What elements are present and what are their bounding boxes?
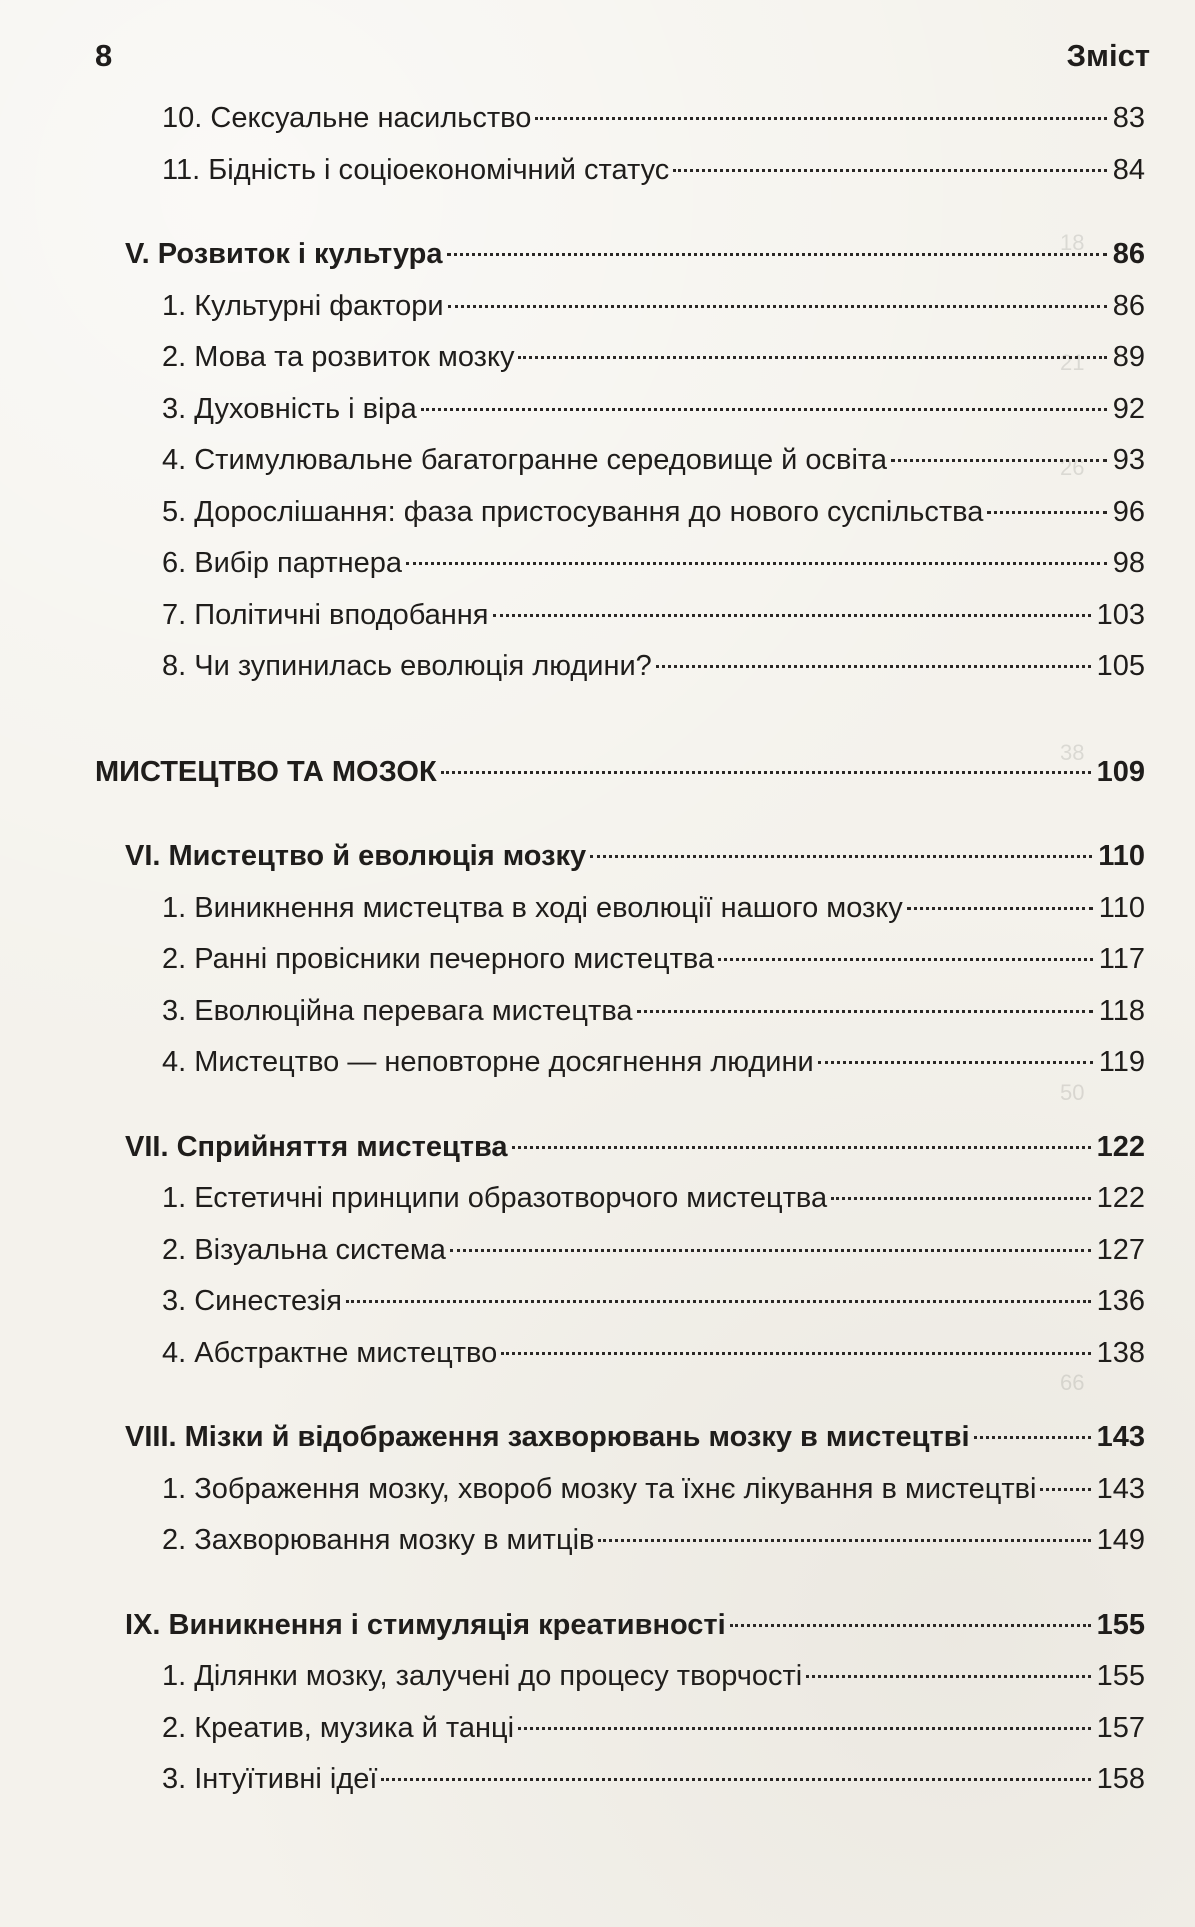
- toc-entry-page: 110: [1098, 840, 1145, 872]
- toc-section-entry: [95, 496, 1145, 548]
- toc-entry-title: 7. Політичні вподобання: [162, 598, 489, 631]
- toc-entry-page: 157: [1096, 1711, 1145, 1744]
- toc-entry-title: 3. Інтуїтивні ідеї: [162, 1763, 378, 1795]
- toc-entry-page: 83: [1112, 102, 1145, 134]
- toc-section-entry: [95, 650, 1145, 702]
- toc-section-entry: [95, 1285, 1145, 1337]
- bleed-through-text: 66: [1060, 1370, 1085, 1395]
- toc-chapter-entry: [95, 238, 1145, 290]
- toc-entry-title: 5. Дорослішання: фаза пристосування до нового суспільства: [162, 495, 984, 528]
- toc-entry-page: 158: [1096, 1763, 1145, 1795]
- toc-chapter-entry: [95, 1131, 1145, 1183]
- toc-entry-title: 2. Креатив, музика й танці: [162, 1711, 515, 1744]
- toc-entry-title: 1. Культурні фактори: [162, 289, 444, 322]
- toc-chapter-entry: [95, 1609, 1145, 1661]
- toc-entry-title: 10. Сексуальне насильство: [162, 102, 532, 134]
- toc-entry-title: 4. Мистецтво — неповторне досягнення людини: [162, 1046, 814, 1078]
- toc-entry-title: VII. Сприйняття мистецтва: [125, 1130, 508, 1163]
- toc-entry-page: 143: [1096, 1472, 1145, 1505]
- toc-entry-page: 86: [1112, 238, 1145, 270]
- toc-entry-page: 143: [1096, 1421, 1145, 1453]
- dot-leader: [718, 958, 1093, 961]
- bleed-through-text: 21: [1060, 350, 1085, 375]
- toc-entry-title: 1. Виникнення мистецтва в ході еволюції нашого мозку: [162, 891, 903, 924]
- toc-entry-page: 105: [1096, 650, 1145, 682]
- dot-leader: [1040, 1488, 1090, 1491]
- dot-leader: [907, 907, 1093, 910]
- toc-entry-page: 119: [1098, 1046, 1145, 1078]
- toc-section-entry: [95, 1046, 1145, 1098]
- toc-entry-page: 122: [1096, 1130, 1145, 1163]
- dot-leader: [535, 117, 1106, 120]
- toc-section-entry: [95, 1473, 1145, 1525]
- dot-leader: [406, 562, 1107, 565]
- toc-entry-page: 89: [1112, 341, 1145, 373]
- toc-entry-title: 2. Захворювання мозку в митців: [162, 1524, 595, 1556]
- dot-leader: [450, 1249, 1091, 1252]
- toc-chapter-entry: [95, 1421, 1145, 1473]
- toc-section-entry: [95, 995, 1145, 1047]
- dot-leader: [831, 1197, 1091, 1200]
- toc-section-entry: [95, 892, 1145, 944]
- dot-leader: [518, 1727, 1091, 1730]
- dot-leader: [518, 356, 1106, 359]
- toc-entry-title: 3. Духовність і віра: [162, 392, 417, 425]
- toc-entry-page: 86: [1112, 289, 1145, 322]
- toc-section-entry: [95, 1712, 1145, 1764]
- toc-section-entry: [95, 444, 1145, 496]
- running-header: [95, 38, 1150, 78]
- toc-entry-page: 96: [1112, 495, 1145, 528]
- toc-section-entry: [95, 547, 1145, 599]
- toc-entry-page: 122: [1096, 1182, 1145, 1214]
- toc-section-entry: [95, 1524, 1145, 1576]
- toc-entry-page: 84: [1112, 153, 1145, 186]
- dot-leader: [448, 305, 1107, 308]
- toc-entry-title: IX. Виникнення і стимуляція креативності: [125, 1608, 726, 1641]
- toc-entry-page: 103: [1096, 598, 1145, 631]
- dot-leader: [346, 1300, 1091, 1303]
- dot-leader: [730, 1624, 1091, 1627]
- toc-part-entry: [95, 756, 1145, 808]
- toc-section-entry: [95, 943, 1145, 995]
- bleed-through-text: 26: [1060, 455, 1085, 480]
- toc-entry-page: 110: [1098, 891, 1145, 924]
- toc-entry-page: 149: [1096, 1524, 1145, 1556]
- toc-entry-page: 109: [1096, 755, 1145, 788]
- toc-section-entry: [95, 1763, 1145, 1815]
- toc-section-entry: [95, 599, 1145, 651]
- toc-entry-title: 2. Мова та розвиток мозку: [162, 341, 515, 373]
- bleed-through-text: 38: [1060, 740, 1085, 765]
- toc-entry-title: 4. Стимулювальне багатогранне середовище й освіта: [162, 444, 887, 476]
- toc-entry-page: 118: [1098, 994, 1145, 1027]
- toc-entry-page: 93: [1112, 444, 1145, 476]
- toc-entry-title: 4. Абстрактне мистецтво: [162, 1336, 498, 1369]
- toc-section-entry: [95, 290, 1145, 342]
- toc-entry-title: 3. Синестезія: [162, 1285, 342, 1317]
- bleed-through-text: 50: [1060, 1080, 1085, 1105]
- dot-leader: [637, 1010, 1093, 1013]
- dot-leader: [441, 771, 1091, 774]
- toc-section-entry: [95, 154, 1145, 206]
- toc-entry-title: 1. Зображення мозку, хвороб мозку та їхнє лікування в мистецтві: [162, 1472, 1037, 1505]
- toc-section-entry: [95, 393, 1145, 445]
- toc-entry-page: 127: [1096, 1233, 1145, 1266]
- dot-leader: [806, 1675, 1090, 1678]
- toc-entry-page: 155: [1096, 1608, 1145, 1641]
- toc-entry-page: 117: [1098, 943, 1145, 975]
- dot-leader: [673, 169, 1106, 172]
- toc-entry-page: 136: [1096, 1285, 1145, 1317]
- dot-leader: [512, 1146, 1091, 1149]
- toc-entry-title: VIII. Мізки й відображення захворювань мозку в мистецтві: [125, 1421, 970, 1453]
- toc-entry-title: 1. Ділянки мозку, залучені до процесу творчості: [162, 1660, 803, 1692]
- toc-entry-title: 3. Еволюційна перевага мистецтва: [162, 994, 633, 1027]
- dot-leader: [493, 614, 1091, 617]
- toc-entry-page: 155: [1096, 1660, 1145, 1692]
- dot-leader: [891, 459, 1107, 462]
- toc-entry-title: 6. Вибір партнера: [162, 547, 403, 579]
- toc-entry-page: 138: [1096, 1336, 1145, 1369]
- dot-leader: [590, 855, 1092, 858]
- dot-leader: [974, 1436, 1091, 1439]
- toc-entry-page: 98: [1112, 547, 1145, 579]
- toc-section-entry: [95, 1660, 1145, 1712]
- toc-entry-title: VI. Мистецтво й еволюція мозку: [125, 840, 587, 872]
- dot-leader: [421, 408, 1107, 411]
- running-title: Зміст: [1066, 38, 1150, 73]
- toc-entry-title: 1. Естетичні принципи образотворчого мистецтва: [162, 1182, 828, 1214]
- toc-section-entry: [95, 102, 1145, 154]
- dot-leader: [381, 1778, 1090, 1781]
- toc-chapter-entry: [95, 840, 1145, 892]
- toc-section-entry: [95, 1337, 1145, 1389]
- toc-section-entry: [95, 1182, 1145, 1234]
- page-number: 8: [95, 38, 113, 73]
- dot-leader: [987, 511, 1106, 514]
- dot-leader: [598, 1539, 1090, 1542]
- toc-entry-title: МИСТЕЦТВО ТА МОЗОК: [95, 755, 437, 788]
- dot-leader: [501, 1352, 1090, 1355]
- toc-entry-title: 2. Візуальна система: [162, 1233, 446, 1266]
- toc-section-entry: [95, 1234, 1145, 1286]
- bleed-through-text: 18: [1060, 230, 1085, 255]
- toc-entry-page: 92: [1112, 392, 1145, 425]
- toc-entry-title: V. Розвиток і культура: [125, 238, 443, 270]
- table-of-contents: [95, 102, 1145, 1815]
- dot-leader: [818, 1061, 1093, 1064]
- toc-section-entry: [95, 341, 1145, 393]
- dot-leader: [656, 665, 1091, 668]
- toc-entry-title: 2. Ранні провісники печерного мистецтва: [162, 943, 715, 975]
- toc-entry-title: 8. Чи зупинилась еволюція людини?: [162, 650, 652, 682]
- toc-entry-title: 11. Бідність і соціоекономічний статус: [162, 153, 670, 186]
- dot-leader: [447, 253, 1107, 256]
